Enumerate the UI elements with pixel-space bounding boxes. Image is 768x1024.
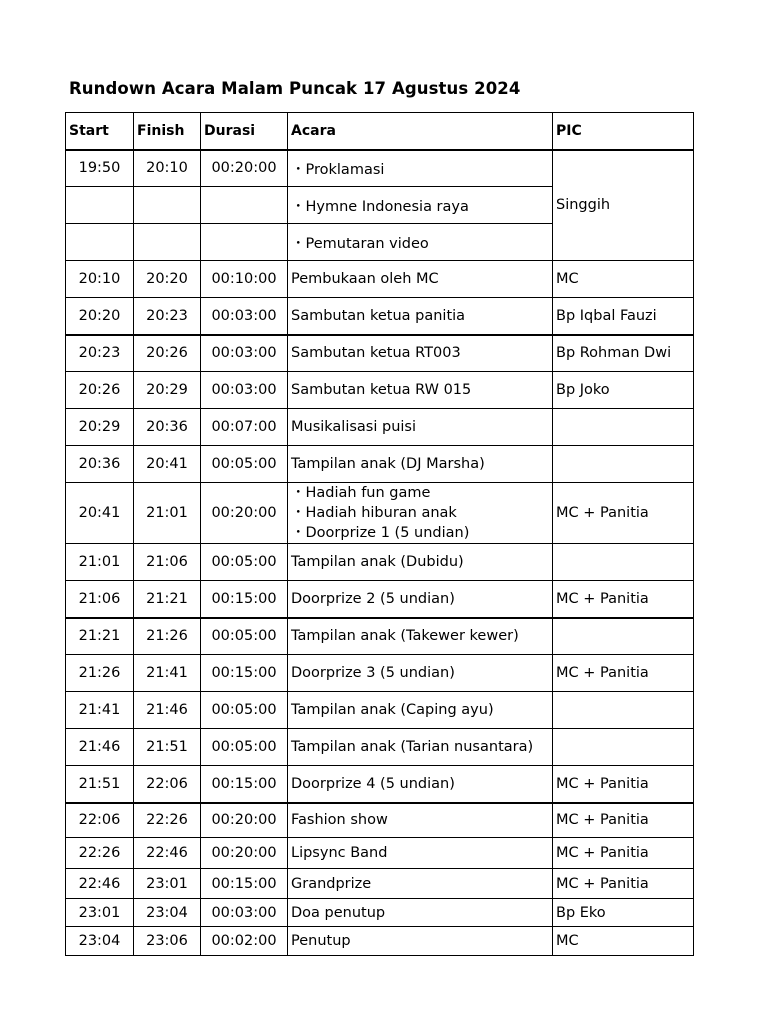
durasi-cell [201,187,288,224]
pic-cell: MC + Panitia [553,581,694,618]
rundown-table [65,112,694,956]
start-cell: 21:06 [66,581,134,618]
pic-cell [553,618,694,655]
start-cell: 21:01 [66,544,134,581]
durasi-cell: 00:05:00 [201,618,288,655]
table-row [66,581,694,618]
finish-cell: 21:21 [134,581,201,618]
header-durasi: Durasi [201,113,288,150]
pic-cell: Bp Joko [553,372,694,409]
pic-cell: Bp Iqbal Fauzi [553,298,694,335]
table-row [66,927,694,956]
durasi-cell: 00:15:00 [201,869,288,899]
acara-cell: Tampilan anak (Dubidu) [288,544,553,581]
pic-cell [553,409,694,446]
finish-cell: 20:20 [134,261,201,298]
durasi-cell: 00:20:00 [201,803,288,838]
table-row [66,655,694,692]
finish-cell: 20:36 [134,409,201,446]
pic-cell: Bp Eko [553,899,694,927]
start-cell: 21:46 [66,729,134,766]
start-cell: 21:21 [66,618,134,655]
acara-cell: Grandprize [288,869,553,899]
acara-cell: Tampilan anak (Tarian nusantara) [288,729,553,766]
finish-cell: 23:04 [134,899,201,927]
start-cell: 20:26 [66,372,134,409]
start-cell: 21:41 [66,692,134,729]
durasi-cell: 00:20:00 [201,483,288,544]
durasi-cell [201,224,288,261]
acara-cell [288,483,553,544]
finish-cell: 21:06 [134,544,201,581]
pic-cell [553,446,694,483]
durasi-cell: 00:02:00 [201,927,288,956]
header-start: Start [66,113,134,150]
table-row [66,899,694,927]
table-row [66,692,694,729]
finish-cell: 22:46 [134,838,201,869]
pic-cell: MC [553,261,694,298]
pic-cell: MC + Panitia [553,483,694,544]
start-cell: 22:46 [66,869,134,899]
pic-cell: MC + Panitia [553,803,694,838]
document-title: Rundown Acara Malam Puncak 17 Agustus 2024 [69,79,521,98]
start-cell: 22:06 [66,803,134,838]
table-header-row [66,113,694,150]
acara-cell: Tampilan anak (Caping ayu) [288,692,553,729]
durasi-cell: 00:20:00 [201,838,288,869]
durasi-cell: 00:03:00 [201,899,288,927]
pic-cell: Bp Rohman Dwi [553,335,694,372]
durasi-cell: 00:10:00 [201,261,288,298]
acara-cell: Fashion show [288,803,553,838]
finish-cell: 20:23 [134,298,201,335]
finish-cell: 20:41 [134,446,201,483]
pic-cell [553,544,694,581]
pic-cell: MC [553,927,694,956]
pic-cell: MC + Panitia [553,766,694,803]
finish-cell: 20:26 [134,335,201,372]
finish-cell: 21:51 [134,729,201,766]
start-cell [66,187,134,224]
durasi-cell: 00:05:00 [201,729,288,766]
start-cell: 22:26 [66,838,134,869]
table-row [66,766,694,803]
table-row [66,409,694,446]
pic-cell [553,692,694,729]
start-cell: 20:41 [66,483,134,544]
acara-cell: Tampilan anak (Takewer kewer) [288,618,553,655]
durasi-cell: 00:03:00 [201,335,288,372]
finish-cell: 20:10 [134,150,201,187]
start-cell: 20:29 [66,409,134,446]
table-row [66,298,694,335]
acara-cell: Doorprize 3 (5 undian) [288,655,553,692]
acara-cell: Doa penutup [288,899,553,927]
table-row [66,803,694,838]
acara-cell: Doorprize 4 (5 undian) [288,766,553,803]
start-cell: 23:01 [66,899,134,927]
durasi-cell: 00:03:00 [201,298,288,335]
acara-cell: Musikalisasi puisi [288,409,553,446]
header-finish: Finish [134,113,201,150]
table-row [66,372,694,409]
acara-cell: Penutup [288,927,553,956]
finish-cell: 21:26 [134,618,201,655]
table-row [66,335,694,372]
acara-cell: Tampilan anak (DJ Marsha) [288,446,553,483]
finish-cell: 21:01 [134,483,201,544]
durasi-cell: 00:15:00 [201,655,288,692]
start-cell [66,224,134,261]
pic-cell: MC + Panitia [553,655,694,692]
start-cell: 19:50 [66,150,134,187]
acara-cell: Sambutan ketua RT003 [288,335,553,372]
table-row [66,261,694,298]
table-row [66,869,694,899]
table-row [66,483,694,544]
durasi-cell: 00:05:00 [201,544,288,581]
acara-cell: ・Proklamasi [288,150,553,187]
durasi-cell: 00:05:00 [201,692,288,729]
pic-cell: Singgih [553,150,694,261]
finish-cell [134,224,201,261]
table-row [66,446,694,483]
start-cell: 21:26 [66,655,134,692]
durasi-cell: 00:15:00 [201,766,288,803]
table-row [66,150,694,187]
finish-cell: 22:26 [134,803,201,838]
finish-cell: 23:01 [134,869,201,899]
acara-line: ・Doorprize 1 (5 undian) [291,525,470,541]
acara-cell: Lipsync Band [288,838,553,869]
acara-cell: Pembukaan oleh MC [288,261,553,298]
table-row [66,838,694,869]
acara-cell: Sambutan ketua panitia [288,298,553,335]
table-row [66,544,694,581]
acara-cell: ・Hymne Indonesia raya [288,187,553,224]
finish-cell: 21:46 [134,692,201,729]
start-cell: 20:23 [66,335,134,372]
durasi-cell: 00:07:00 [201,409,288,446]
acara-line: ・Hadiah hiburan anak [291,505,457,521]
start-cell: 23:04 [66,927,134,956]
header-acara: Acara [288,113,553,150]
pic-cell: MC + Panitia [553,838,694,869]
pic-cell: MC + Panitia [553,869,694,899]
finish-cell [134,187,201,224]
durasi-cell: 00:03:00 [201,372,288,409]
acara-cell: Sambutan ketua RW 015 [288,372,553,409]
header-pic: PIC [553,113,694,150]
start-cell: 20:36 [66,446,134,483]
durasi-cell: 00:15:00 [201,581,288,618]
acara-cell: ・Pemutaran video [288,224,553,261]
acara-cell: Doorprize 2 (5 undian) [288,581,553,618]
durasi-cell: 00:20:00 [201,150,288,187]
start-cell: 20:10 [66,261,134,298]
table-row [66,618,694,655]
durasi-cell: 00:05:00 [201,446,288,483]
acara-line: ・Hadiah fun game [291,485,431,501]
finish-cell: 21:41 [134,655,201,692]
table-row [66,729,694,766]
finish-cell: 22:06 [134,766,201,803]
finish-cell: 23:06 [134,927,201,956]
finish-cell: 20:29 [134,372,201,409]
start-cell: 20:20 [66,298,134,335]
start-cell: 21:51 [66,766,134,803]
pic-cell [553,729,694,766]
